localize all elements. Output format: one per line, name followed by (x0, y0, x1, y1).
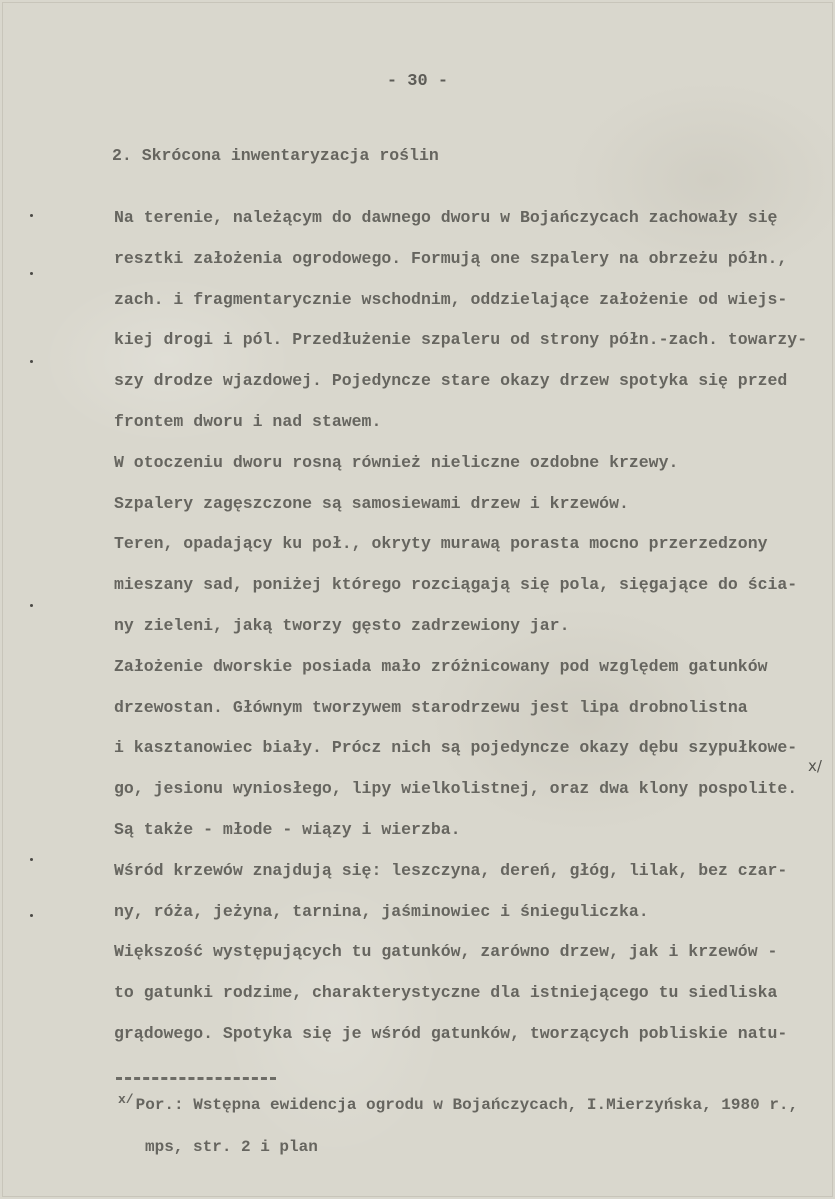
footnote-separator (116, 1077, 276, 1080)
text-line: Założenie dworskie posiada mało zróżnicowany pod względem gatunków (114, 656, 768, 676)
text-line: Szpalery zagęszczone są samosiewami drzew i krzewów. (114, 493, 629, 513)
text-line: ny, róża, jeżyna, tarnina, jaśminowiec i śnieguliczka. (114, 901, 649, 921)
page-number: - 30 - (386, 72, 449, 91)
margin-speck (30, 272, 33, 275)
text-line: szy drodze wjazdowej. Pojedyncze stare okazy drzew spotyka się przed (114, 371, 788, 391)
text-line: W otoczeniu dworu rosną również nieliczne ozdobne krzewy. (114, 452, 679, 472)
text-line: i kasztanowiec biały. Prócz nich są pojedyncze okazy dębu szypułkowe- (114, 738, 798, 758)
footnote (118, 1092, 798, 1114)
text-line: resztki założenia ogrodowego. Formują one szpalery na obrzeżu półn., (114, 248, 788, 268)
footnote-text: Por.: Wstępna ewidencja ogrodu w Bojańczycach, I.Mierzyńska, 1980 r., (135, 1096, 799, 1114)
text-line: zach. i fragmentarycznie wschodnim, oddzielające założenie od wiejs- (114, 289, 788, 309)
text-line: frontem dworu i nad stawem. (114, 411, 382, 431)
text-line: Na terenie, należącym do dawnego dworu w Bojańczycach zachowały się (114, 208, 778, 227)
margin-speck (30, 604, 33, 607)
margin-speck (30, 858, 33, 861)
body-text (114, 198, 807, 1055)
footnote-reference-mark: x/ (808, 757, 822, 775)
footnote-continuation: mps, str. 2 i plan (145, 1138, 318, 1156)
text-line: go, jesionu wyniosłego, lipy wielkolistnej, oraz dwa klony pospolite. (114, 779, 798, 799)
footnote-marker: x/ (118, 1092, 134, 1107)
text-line: Większość występujących tu gatunków, zarówno drzew, jak i krzewów - (114, 942, 778, 962)
text-line: to gatunki rodzime, charakterystyczne dla istniejącego tu siedliska (114, 983, 778, 1003)
text-line: Wśród krzewów znajdują się: leszczyna, dereń, głóg, lilak, bez czar- (114, 860, 788, 880)
margin-speck (30, 914, 33, 917)
text-line: drzewostan. Głównym tworzywem starodrzewu jest lipa drobnolistna (114, 697, 748, 717)
text-line: mieszany sad, poniżej którego rozciągają się pola, sięgające do ścia- (114, 575, 798, 595)
margin-speck (30, 360, 33, 363)
section-heading: 2. Skrócona inwentaryzacja roślin (112, 146, 439, 165)
text-line: Teren, opadający ku poł., okryty murawą porasta mocno przerzedzony (114, 534, 768, 554)
text-line: kiej drogi i pól. Przedłużenie szpaleru od strony półn.-zach. towarzy- (114, 330, 808, 350)
text-line: Są także - młode - wiązy i wierzba. (114, 819, 461, 839)
text-line: ny zieleni, jaką tworzy gęsto zadrzewiony jar. (114, 615, 570, 635)
margin-speck (30, 214, 33, 217)
text-line: grądowego. Spotyka się je wśród gatunków, tworzących pobliskie natu- (114, 1023, 788, 1043)
